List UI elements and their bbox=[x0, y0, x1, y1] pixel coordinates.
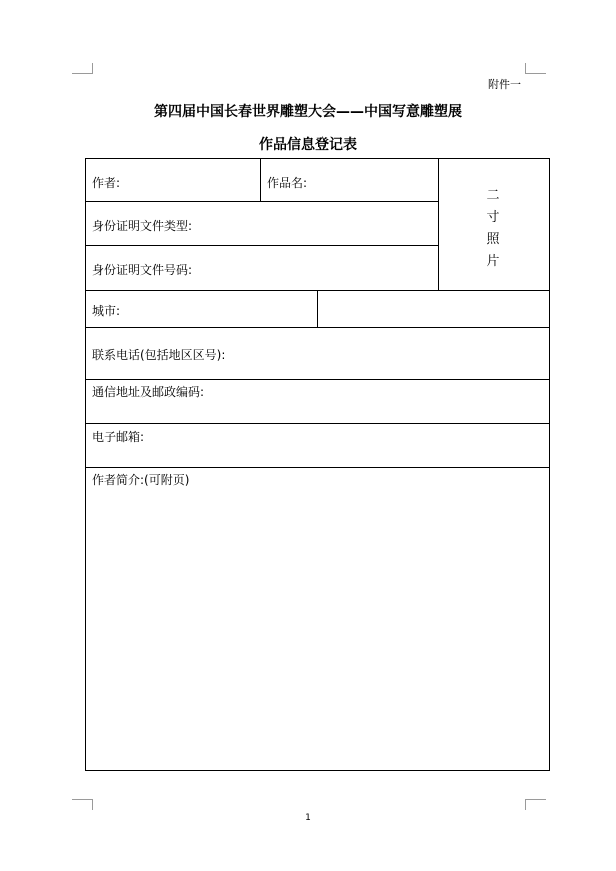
table-border-right bbox=[549, 158, 550, 771]
photo-label-char: 寸 bbox=[486, 210, 500, 225]
bio-field[interactable] bbox=[86, 468, 549, 770]
photo-label-char: 二 bbox=[486, 188, 500, 203]
corner-mark-bottom-left bbox=[72, 799, 93, 810]
work-name-label: 作品名: bbox=[267, 176, 308, 190]
corner-mark-bottom-right bbox=[525, 799, 546, 810]
photo-label bbox=[479, 185, 507, 273]
corner-mark-top-right bbox=[525, 63, 546, 74]
form-title: 作品信息登记表 bbox=[259, 137, 357, 153]
address-label: 通信地址及邮政编码: bbox=[92, 385, 205, 399]
city-label: 城市: bbox=[92, 304, 121, 318]
bio-label: 作者简介:(可附页) bbox=[92, 473, 190, 487]
city-extra-field[interactable] bbox=[318, 291, 549, 327]
document-title: 第四届中国长春世界雕塑大会——中国写意雕塑展 bbox=[154, 104, 462, 120]
email-field[interactable] bbox=[86, 424, 549, 467]
corner-mark-top-left bbox=[72, 63, 93, 74]
photo-label-char: 照 bbox=[486, 232, 500, 247]
id-number-label: 身份证明文件号码: bbox=[92, 263, 193, 277]
city-field[interactable] bbox=[86, 291, 317, 327]
id-type-label: 身份证明文件类型: bbox=[92, 219, 193, 233]
email-label: 电子邮箱: bbox=[92, 430, 145, 444]
table-border-bottom bbox=[85, 770, 550, 771]
phone-label: 联系电话(包括地区区号): bbox=[92, 348, 226, 362]
photo-label-char: 片 bbox=[486, 254, 500, 269]
page-number: 1 bbox=[305, 813, 311, 823]
attachment-label: 附件一 bbox=[488, 78, 521, 91]
author-label: 作者: bbox=[92, 176, 121, 190]
